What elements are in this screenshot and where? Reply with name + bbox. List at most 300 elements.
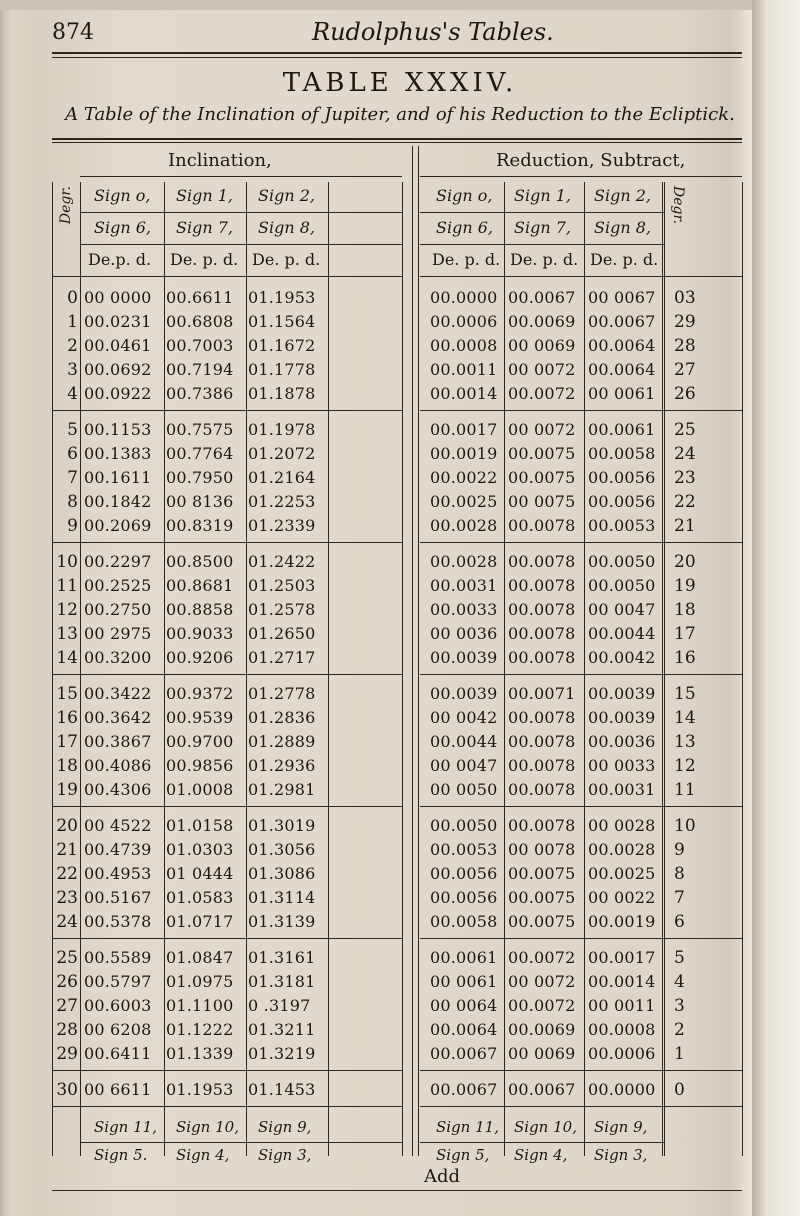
degree-cell: 14 xyxy=(56,648,78,668)
degree-cell: 24 xyxy=(56,912,78,932)
reverse-degree-cell: 19 xyxy=(674,576,696,596)
inclination-cell: 01.2503 xyxy=(248,576,316,595)
reduction-cell: 00.0072 xyxy=(508,948,576,967)
inclination-cell: 01.3056 xyxy=(248,840,316,859)
left-footer-sign: Sign 10, xyxy=(176,1118,239,1136)
reduction-cell: 00.0028 xyxy=(430,552,498,571)
inclination-cell: 01.2164 xyxy=(248,468,316,487)
center-divider-2 xyxy=(418,146,419,1156)
inclination-cell: 00 6208 xyxy=(84,1020,152,1039)
reverse-degree-cell: 03 xyxy=(674,288,696,308)
reduction-cell: 00.0072 xyxy=(508,384,576,403)
right-sign-header-2: Sign 6, xyxy=(436,218,493,237)
reduction-cell: 00.0019 xyxy=(588,912,656,931)
inclination-cell: 00.6411 xyxy=(84,1044,152,1063)
right-footer-sign-2: Sign 5, xyxy=(436,1146,490,1164)
inclination-cell: 01.2578 xyxy=(248,600,316,619)
inclination-cell: 00.9372 xyxy=(166,684,234,703)
reduction-cell: 00.0028 xyxy=(430,516,498,535)
left-unit-rule xyxy=(52,276,402,277)
degree-cell: 15 xyxy=(56,684,78,704)
right-footer-sign: Sign 11, xyxy=(436,1118,499,1136)
reduction-cell: 00.0072 xyxy=(508,996,576,1015)
left-col-rule xyxy=(246,182,247,1156)
reduction-cell: 00.0067 xyxy=(430,1080,498,1099)
reduction-cell: 00.0058 xyxy=(588,444,656,463)
left-sign-header: Sign 1, xyxy=(176,186,233,205)
reduction-cell: 00 0028 xyxy=(588,816,656,835)
reverse-degree-cell: 20 xyxy=(674,552,696,572)
degree-cell: 26 xyxy=(56,972,78,992)
left-footer-sign: Sign 9, xyxy=(258,1118,312,1136)
inclination-cell: 00.1842 xyxy=(84,492,152,511)
degree-cell: 29 xyxy=(56,1044,78,1064)
reduction-cell: 00 0061 xyxy=(430,972,498,991)
reduction-cell: 00.0067 xyxy=(430,1044,498,1063)
inclination-cell: 01.0008 xyxy=(166,780,234,799)
reduction-cell: 00 0067 xyxy=(588,288,656,307)
inclination-cell: 00.5589 xyxy=(84,948,152,967)
reduction-cell: 00.0017 xyxy=(588,948,656,967)
reduction-cell: 00.0064 xyxy=(588,336,656,355)
reduction-cell: 00.0078 xyxy=(508,516,576,535)
degree-cell: 12 xyxy=(56,600,78,620)
left-degree-label: Degr. xyxy=(58,186,74,225)
reduction-cell: 00 0011 xyxy=(588,996,656,1015)
left-col-rule xyxy=(164,182,165,1156)
reduction-cell: 00.0078 xyxy=(508,648,576,667)
right-sign-header: Sign 2, xyxy=(594,186,651,205)
reduction-cell: 00.0056 xyxy=(430,864,498,883)
degree-cell: 21 xyxy=(56,840,78,860)
reduction-cell: 00 0072 xyxy=(508,420,576,439)
inclination-cell: 0 .3197 xyxy=(248,996,311,1015)
degree-cell: 17 xyxy=(56,732,78,752)
reduction-cell: 00.0028 xyxy=(588,840,656,859)
reduction-cell: 00.0014 xyxy=(588,972,656,991)
reduction-cell: 00.0061 xyxy=(588,420,656,439)
degree-cell: 2 xyxy=(67,336,78,356)
reduction-cell: 00.0075 xyxy=(508,912,576,931)
block-rule xyxy=(420,674,742,675)
left-heading-rule xyxy=(80,176,402,177)
reduction-cell: 00.0058 xyxy=(430,912,498,931)
reduction-cell: 00.0064 xyxy=(588,360,656,379)
reduction-cell: 00.0039 xyxy=(588,708,656,727)
reduction-cell: 00.0078 xyxy=(508,732,576,751)
reduction-cell: 00.0025 xyxy=(430,492,498,511)
reduction-cell: 00.0071 xyxy=(508,684,576,703)
right-degree-label: Degr. xyxy=(670,186,686,225)
inclination-cell: 01.1564 xyxy=(248,312,316,331)
block-rule xyxy=(420,542,742,543)
reduction-cell: 00.0008 xyxy=(588,1020,656,1039)
reduction-cell: 00.0014 xyxy=(430,384,498,403)
inclination-cell: 00.0231 xyxy=(84,312,152,331)
reduction-cell: 00.0025 xyxy=(588,864,656,883)
inclination-cell: 01 0444 xyxy=(166,864,234,883)
reduction-cell: 00.0075 xyxy=(508,444,576,463)
inclination-cell: 00.0922 xyxy=(84,384,152,403)
right-unit-header: De. p. d. xyxy=(432,250,501,269)
reduction-cell: 00.0069 xyxy=(508,1020,576,1039)
inclination-cell: 00.7194 xyxy=(166,360,234,379)
inclination-cell: 01.2936 xyxy=(248,756,316,775)
inclination-cell: 01.2422 xyxy=(248,552,316,571)
reduction-cell: 00.0078 xyxy=(508,624,576,643)
block-rule xyxy=(52,542,402,543)
block-rule xyxy=(52,674,402,675)
degree-cell: 30 xyxy=(56,1080,78,1100)
inclination-cell: 00 4522 xyxy=(84,816,152,835)
inclination-cell: 00 2975 xyxy=(84,624,152,643)
degree-cell: 6 xyxy=(67,444,78,464)
left-sign-rule xyxy=(80,212,402,213)
right-deg-rule xyxy=(664,182,665,1156)
inclination-cell: 01.0158 xyxy=(166,816,234,835)
reduction-cell: 00.0069 xyxy=(508,312,576,331)
block-rule xyxy=(52,806,402,807)
left-sign-header-2: Sign 7, xyxy=(176,218,233,237)
inclination-cell: 01.2650 xyxy=(248,624,316,643)
inclination-cell: 00.5797 xyxy=(84,972,152,991)
right-sign-header: Sign 1, xyxy=(514,186,571,205)
reduction-heading: Reduction, Subtract, xyxy=(496,150,686,171)
reduction-cell: 00.0056 xyxy=(588,468,656,487)
reverse-degree-cell: 4 xyxy=(674,972,685,992)
reverse-degree-cell: 21 xyxy=(674,516,696,536)
reduction-cell: 00.0053 xyxy=(430,840,498,859)
reduction-cell: 00.0006 xyxy=(588,1044,656,1063)
reduction-cell: 00.0078 xyxy=(508,600,576,619)
inclination-cell: 01.1672 xyxy=(248,336,316,355)
degree-cell: 27 xyxy=(56,996,78,1016)
reduction-cell: 00.0061 xyxy=(430,948,498,967)
inclination-cell: 00.8858 xyxy=(166,600,234,619)
right-footer-sign-2: Sign 4, xyxy=(514,1146,568,1164)
inclination-cell: 01.1953 xyxy=(166,1080,234,1099)
degree-cell: 13 xyxy=(56,624,78,644)
inclination-cell: 01.0975 xyxy=(166,972,234,991)
inclination-cell: 01.0583 xyxy=(166,888,234,907)
reduction-cell: 00.0067 xyxy=(508,1080,576,1099)
left-sign-header: Sign o, xyxy=(94,186,151,205)
inclination-cell: 00.9856 xyxy=(166,756,234,775)
reduction-cell: 00.0078 xyxy=(508,552,576,571)
degree-cell: 28 xyxy=(56,1020,78,1040)
left-edge-rule xyxy=(52,182,53,1156)
reduction-cell: 00.0050 xyxy=(588,552,656,571)
reduction-cell: 00.0050 xyxy=(430,816,498,835)
block-rule xyxy=(420,1106,742,1107)
degree-cell: 9 xyxy=(67,516,78,536)
reduction-cell: 00.0075 xyxy=(508,864,576,883)
block-rule xyxy=(420,938,742,939)
reduction-cell: 00.0078 xyxy=(508,576,576,595)
inclination-cell: 00.9700 xyxy=(166,732,234,751)
inclination-cell: 01.1953 xyxy=(248,288,316,307)
reverse-degree-cell: 24 xyxy=(674,444,696,464)
inclination-cell: 00.4086 xyxy=(84,756,152,775)
table-top-rule-2 xyxy=(52,142,742,143)
reduction-cell: 00.0075 xyxy=(508,468,576,487)
degree-cell: 1 xyxy=(67,312,78,332)
block-rule xyxy=(420,410,742,411)
inclination-cell: 00.2750 xyxy=(84,600,152,619)
inclination-cell: 00.7764 xyxy=(166,444,234,463)
left-unit-header: De.p. d. xyxy=(88,250,152,269)
reduction-cell: 00 0072 xyxy=(508,972,576,991)
degree-cell: 23 xyxy=(56,888,78,908)
table-title: TABLE XXXIV. xyxy=(282,68,518,98)
block-rule xyxy=(420,806,742,807)
degree-cell: 10 xyxy=(56,552,78,572)
inclination-cell: 01.3211 xyxy=(248,1020,316,1039)
inclination-cell: 01.2836 xyxy=(248,708,316,727)
degree-cell: 11 xyxy=(56,576,78,596)
reduction-cell: 00.0078 xyxy=(508,780,576,799)
inclination-cell: 01.2717 xyxy=(248,648,316,667)
inclination-cell: 00.2069 xyxy=(84,516,152,535)
reduction-cell: 00.0017 xyxy=(430,420,498,439)
reduction-cell: 00 0047 xyxy=(430,756,498,775)
reverse-degree-cell: 16 xyxy=(674,648,696,668)
right-col-rule xyxy=(662,182,663,1156)
page-number: 874 xyxy=(52,20,94,45)
inclination-cell: 01.1453 xyxy=(248,1080,316,1099)
reverse-degree-cell: 29 xyxy=(674,312,696,332)
reverse-degree-cell: 11 xyxy=(674,780,696,800)
right-footer-sign: Sign 9, xyxy=(594,1118,648,1136)
inclination-cell: 00.1611 xyxy=(84,468,152,487)
reduction-cell: 00 0069 xyxy=(508,1044,576,1063)
reduction-cell: 00.0078 xyxy=(508,756,576,775)
reduction-cell: 00 0072 xyxy=(508,360,576,379)
inclination-cell: 00.3867 xyxy=(84,732,152,751)
reduction-cell: 00.0067 xyxy=(508,288,576,307)
reverse-degree-cell: 10 xyxy=(674,816,696,836)
reduction-cell: 00.0053 xyxy=(588,516,656,535)
reduction-cell: 00 0050 xyxy=(430,780,498,799)
reduction-cell: 00 0061 xyxy=(588,384,656,403)
reverse-degree-cell: 2 xyxy=(674,1020,685,1040)
table-top-rule xyxy=(52,138,742,140)
inclination-heading: Inclination, xyxy=(168,150,272,171)
inclination-cell: 00.0461 xyxy=(84,336,152,355)
reduction-cell: 00 0033 xyxy=(588,756,656,775)
reduction-cell: 00.0019 xyxy=(430,444,498,463)
inclination-cell: 00.2525 xyxy=(84,576,152,595)
inclination-cell: 01.1878 xyxy=(248,384,316,403)
inclination-cell: 01.0303 xyxy=(166,840,234,859)
degree-cell: 22 xyxy=(56,864,78,884)
left-footer-sign-2: Sign 4, xyxy=(176,1146,230,1164)
running-header xyxy=(52,16,752,48)
table-subtitle: A Table of the Inclination of Jupiter, and of his Reduction to the Ecliptick. xyxy=(65,104,735,125)
degree-cell: 5 xyxy=(67,420,78,440)
reverse-degree-cell: 7 xyxy=(674,888,685,908)
left-unit-header: De. p. d. xyxy=(252,250,321,269)
inclination-cell: 00.8500 xyxy=(166,552,234,571)
block-rule xyxy=(52,410,402,411)
inclination-cell: 01.2072 xyxy=(248,444,316,463)
reduction-cell: 00.0036 xyxy=(588,732,656,751)
reduction-cell: 00.0011 xyxy=(430,360,498,379)
reduction-cell: 00.0044 xyxy=(588,624,656,643)
inclination-cell: 01.3086 xyxy=(248,864,316,883)
inclination-cell: 00.4739 xyxy=(84,840,152,859)
block-rule xyxy=(52,1106,402,1107)
page-top-edge xyxy=(0,0,800,10)
running-title: Rudolphus's Tables. xyxy=(312,18,554,46)
inclination-cell: 01.3219 xyxy=(248,1044,316,1063)
right-sign-header-2: Sign 8, xyxy=(594,218,651,237)
reverse-degree-cell: 1 xyxy=(674,1044,685,1064)
degree-cell: 25 xyxy=(56,948,78,968)
inclination-cell: 00 6611 xyxy=(84,1080,152,1099)
right-sign-header: Sign o, xyxy=(436,186,493,205)
reduction-cell: 00 0064 xyxy=(430,996,498,1015)
inclination-cell: 01.3019 xyxy=(248,816,316,835)
inclination-cell: 01.2339 xyxy=(248,516,316,535)
reduction-cell: 00.0000 xyxy=(588,1080,656,1099)
inclination-cell: 00.9206 xyxy=(166,648,234,667)
right-col-rule xyxy=(584,182,585,1156)
inclination-cell: 00.7003 xyxy=(166,336,234,355)
left-sign-header-2: Sign 8, xyxy=(258,218,315,237)
reduction-cell: 00.0022 xyxy=(430,468,498,487)
reverse-degree-cell: 15 xyxy=(674,684,696,704)
reverse-degree-cell: 6 xyxy=(674,912,685,932)
degree-cell: 4 xyxy=(67,384,78,404)
inclination-cell: 00 8136 xyxy=(166,492,234,511)
reduction-cell: 00 0075 xyxy=(508,492,576,511)
inclination-cell: 00.0692 xyxy=(84,360,152,379)
inclination-cell: 00.5167 xyxy=(84,888,152,907)
reverse-degree-cell: 3 xyxy=(674,996,685,1016)
degree-cell: 20 xyxy=(56,816,78,836)
inclination-cell: 00.6808 xyxy=(166,312,234,331)
reduction-cell: 00 0069 xyxy=(508,336,576,355)
right-sign-rule xyxy=(420,212,664,213)
left-unit-header: De. p. d. xyxy=(170,250,239,269)
inclination-cell: 00.2297 xyxy=(84,552,152,571)
reduction-cell: 00.0078 xyxy=(508,708,576,727)
degree-cell: 18 xyxy=(56,756,78,776)
reverse-degree-cell: 22 xyxy=(674,492,696,512)
reduction-cell: 00.0042 xyxy=(588,648,656,667)
reduction-cell: 00.0039 xyxy=(588,684,656,703)
inclination-cell: 01.3161 xyxy=(248,948,316,967)
right-unit-header: De. p. d. xyxy=(510,250,579,269)
block-rule xyxy=(52,1070,402,1071)
inclination-cell: 00.9539 xyxy=(166,708,234,727)
right-sign-header-2: Sign 7, xyxy=(514,218,571,237)
reverse-degree-cell: 26 xyxy=(674,384,696,404)
left-sign-header: Sign 2, xyxy=(258,186,315,205)
left-footer-sign-2: Sign 5. xyxy=(94,1146,148,1164)
inclination-cell: 00.6611 xyxy=(166,288,234,307)
right-sign-rule-2 xyxy=(420,244,664,245)
reduction-cell: 00.0064 xyxy=(430,1020,498,1039)
footer-mid-rule xyxy=(80,1142,402,1143)
reverse-degree-cell: 18 xyxy=(674,600,696,620)
reduction-cell: 00 0047 xyxy=(588,600,656,619)
reverse-degree-cell: 27 xyxy=(674,360,696,380)
reduction-cell: 00.0000 xyxy=(430,288,498,307)
inclination-cell: 00 0000 xyxy=(84,288,152,307)
degree-cell: 8 xyxy=(67,492,78,512)
reverse-degree-cell: 23 xyxy=(674,468,696,488)
inclination-cell: 01.1339 xyxy=(166,1044,234,1063)
inclination-cell: 01.1222 xyxy=(166,1020,234,1039)
reduction-cell: 00.0039 xyxy=(430,684,498,703)
reverse-degree-cell: 25 xyxy=(674,420,696,440)
inclination-cell: 00.3200 xyxy=(84,648,152,667)
inclination-cell: 00.8681 xyxy=(166,576,234,595)
left-footer-sign: Sign 11, xyxy=(94,1118,157,1136)
degree-cell: 16 xyxy=(56,708,78,728)
reduction-cell: 00.0056 xyxy=(588,492,656,511)
reduction-cell: 00.0044 xyxy=(430,732,498,751)
right-unit-header: De. p. d. xyxy=(590,250,659,269)
reverse-degree-cell: 12 xyxy=(674,756,696,776)
inclination-cell: 00.1153 xyxy=(84,420,152,439)
inclination-cell: 01.1978 xyxy=(248,420,316,439)
inclination-cell: 01.2981 xyxy=(248,780,316,799)
inclination-cell: 00.1383 xyxy=(84,444,152,463)
inclination-cell: 01.1778 xyxy=(248,360,316,379)
inclination-cell: 01.0717 xyxy=(166,912,234,931)
right-footer-sign: Sign 10, xyxy=(514,1118,577,1136)
inclination-cell: 01.2253 xyxy=(248,492,316,511)
inclination-cell: 01.2778 xyxy=(248,684,316,703)
facing-page-edge xyxy=(752,0,800,1216)
left-sign-header-2: Sign 6, xyxy=(94,218,151,237)
reduction-cell: 00.0078 xyxy=(508,816,576,835)
reduction-cell: 00 0042 xyxy=(430,708,498,727)
center-divider xyxy=(412,146,413,1156)
degree-cell: 3 xyxy=(67,360,78,380)
reverse-degree-cell: 13 xyxy=(674,732,696,752)
reverse-degree-cell: 17 xyxy=(674,624,696,644)
reverse-degree-cell: 9 xyxy=(674,840,685,860)
left-sign-rule-2 xyxy=(80,244,402,245)
right-col-rule xyxy=(504,182,505,1156)
inclination-cell: 00.4953 xyxy=(84,864,152,883)
right-footer-sign-2: Sign 3, xyxy=(594,1146,648,1164)
footer-mid-rule xyxy=(420,1142,664,1143)
inclination-cell: 01.3114 xyxy=(248,888,316,907)
reduction-cell: 00.0033 xyxy=(430,600,498,619)
degree-cell: 19 xyxy=(56,780,78,800)
inclination-cell: 00.7575 xyxy=(166,420,234,439)
inclination-cell: 00.3422 xyxy=(84,684,152,703)
inclination-cell: 01.3181 xyxy=(248,972,316,991)
reduction-cell: 00.0031 xyxy=(588,780,656,799)
block-rule xyxy=(52,938,402,939)
reduction-cell: 00 0036 xyxy=(430,624,498,643)
degree-cell: 0 xyxy=(67,288,78,308)
right-unit-rule xyxy=(420,276,742,277)
reduction-cell: 00.0050 xyxy=(588,576,656,595)
reverse-degree-cell: 8 xyxy=(674,864,685,884)
reduction-cell: 00.0039 xyxy=(430,648,498,667)
inclination-cell: 00.8319 xyxy=(166,516,234,535)
inclination-cell: 01.2889 xyxy=(248,732,316,751)
block-rule xyxy=(420,1070,742,1071)
inclination-cell: 01.0847 xyxy=(166,948,234,967)
